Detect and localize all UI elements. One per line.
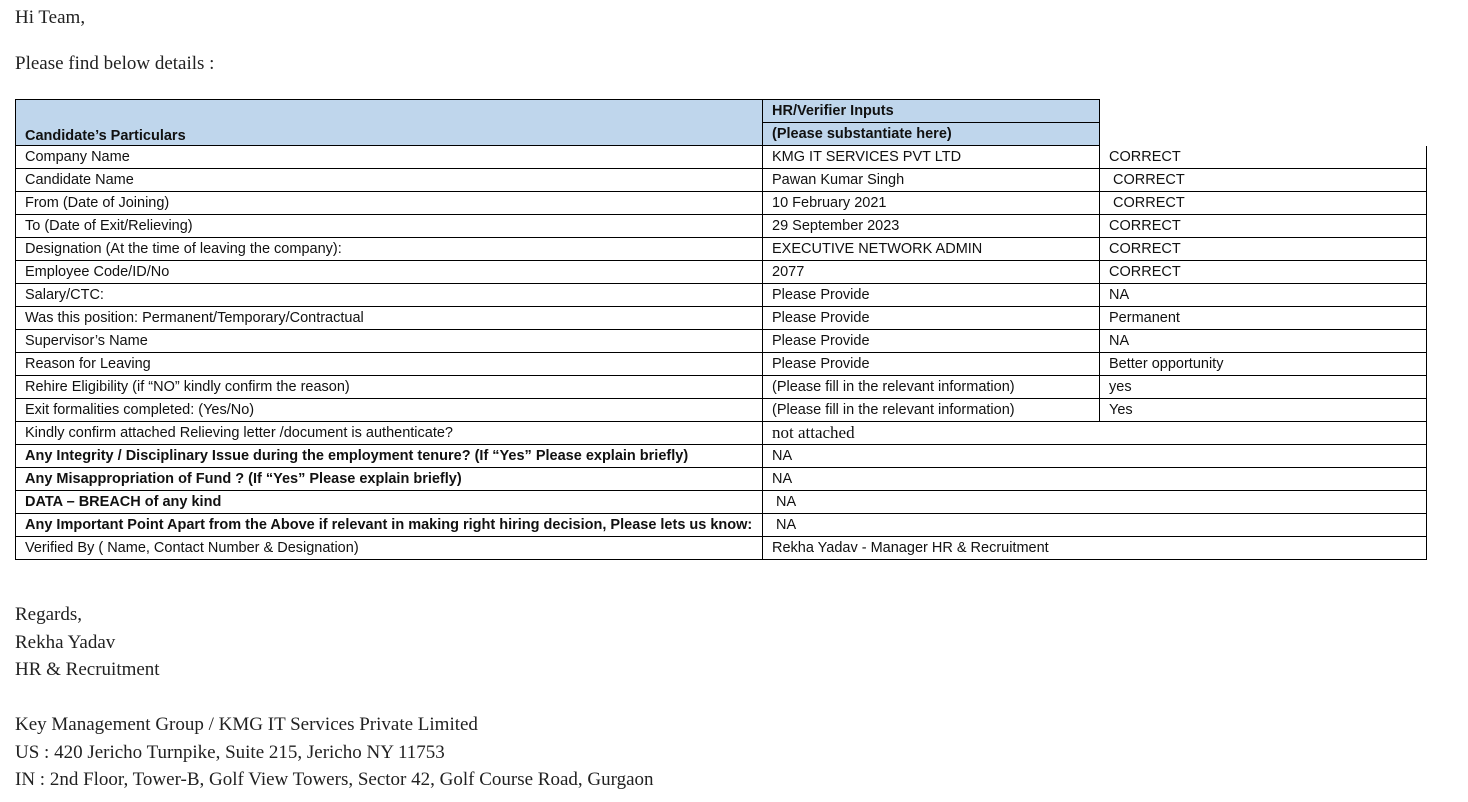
row-status: Better opportunity	[1100, 353, 1427, 376]
row-status: CORRECT	[1100, 261, 1427, 284]
table-row	[16, 445, 1427, 468]
row-label: Company Name	[16, 146, 763, 169]
table-row	[16, 330, 1427, 353]
row-status: CORRECT	[1100, 169, 1427, 192]
table-row	[16, 376, 1427, 399]
row-label: Any Integrity / Disciplinary Issue during the employment tenure? (If “Yes” Please explain briefly)	[16, 445, 763, 468]
signature-title: HR & Recruitment	[15, 659, 160, 680]
row-value: Rekha Yadav - Manager HR & Recruitment	[763, 537, 1427, 560]
table-row	[16, 491, 1427, 514]
row-label: Any Important Point Apart from the Above if relevant in making right hiring decision, Please lets us know:	[16, 514, 763, 537]
header-candidate-particulars: Candidate’s Particulars	[16, 100, 763, 146]
row-value: NA	[763, 491, 1427, 514]
signature-regards: Regards,	[15, 604, 83, 625]
row-value: NA	[763, 514, 1427, 537]
table-row	[16, 468, 1427, 491]
row-label: Verified By ( Name, Contact Number & Designation)	[16, 537, 763, 560]
header-hr-verifier-inputs: HR/Verifier Inputs	[763, 100, 1100, 123]
table-row	[16, 192, 1427, 215]
table-row	[16, 514, 1427, 537]
table-row	[16, 238, 1427, 261]
row-input: 2077	[763, 261, 1100, 284]
row-status: CORRECT	[1100, 192, 1427, 215]
row-value: NA	[763, 468, 1427, 491]
row-status: CORRECT	[1100, 146, 1427, 169]
row-input: 10 February 2021	[763, 192, 1100, 215]
row-label: DATA – BREACH of any kind	[16, 491, 763, 514]
table-row	[16, 169, 1427, 192]
row-input: 29 September 2023	[763, 215, 1100, 238]
row-label: Designation (At the time of leaving the company):	[16, 238, 763, 261]
table-row	[16, 307, 1427, 330]
row-label: From (Date of Joining)	[16, 192, 763, 215]
table-row	[16, 422, 1427, 445]
signature-in-address: IN : 2nd Floor, Tower-B, Golf View Towers, Sector 42, Golf Course Road, Gurgaon	[15, 769, 654, 790]
table-row	[16, 399, 1427, 422]
row-status: Permanent	[1100, 307, 1427, 330]
email-intro: Please find below details :	[15, 53, 215, 74]
row-label: Supervisor’s Name	[16, 330, 763, 353]
table-row	[16, 146, 1427, 169]
row-label: Reason for Leaving	[16, 353, 763, 376]
email-greeting: Hi Team,	[15, 7, 86, 28]
row-status: yes	[1100, 376, 1427, 399]
row-input: Please Provide	[763, 330, 1100, 353]
header-substantiate: (Please substantiate here)	[763, 123, 1100, 146]
row-label: Any Misappropriation of Fund ? (If “Yes” Please explain briefly)	[16, 468, 763, 491]
signature-name: Rekha Yadav	[15, 632, 116, 653]
row-input: Please Provide	[763, 307, 1100, 330]
row-value: NA	[763, 445, 1427, 468]
row-input: Pawan Kumar Singh	[763, 169, 1100, 192]
row-status: NA	[1100, 284, 1427, 307]
row-input: KMG IT SERVICES PVT LTD	[763, 146, 1100, 169]
signature-us-address: US : 420 Jericho Turnpike, Suite 215, Jericho NY 11753	[15, 742, 445, 763]
row-label: Was this position: Permanent/Temporary/Contractual	[16, 307, 763, 330]
row-status: CORRECT	[1100, 238, 1427, 261]
row-label: Candidate Name	[16, 169, 763, 192]
row-input: EXECUTIVE NETWORK ADMIN	[763, 238, 1100, 261]
row-status: CORRECT	[1100, 215, 1427, 238]
table-row	[16, 284, 1427, 307]
row-label: Kindly confirm attached Relieving letter /document is authenticate?	[16, 422, 763, 445]
table-row	[16, 353, 1427, 376]
row-label: Employee Code/ID/No	[16, 261, 763, 284]
row-label: Salary/CTC:	[16, 284, 763, 307]
signature-company: Key Management Group / KMG IT Services Private Limited	[15, 714, 478, 735]
table-row	[16, 537, 1427, 560]
table-row	[16, 261, 1427, 284]
row-label: To (Date of Exit/Relieving)	[16, 215, 763, 238]
row-input: Please Provide	[763, 353, 1100, 376]
table-row	[16, 215, 1427, 238]
verification-table	[15, 99, 1427, 560]
row-label: Rehire Eligibility (if “NO” kindly confirm the reason)	[16, 376, 763, 399]
table-header-row	[16, 100, 1427, 123]
row-status: Yes	[1100, 399, 1427, 422]
row-input: (Please fill in the relevant information)	[763, 399, 1100, 422]
row-input: Please Provide	[763, 284, 1100, 307]
row-status: NA	[1100, 330, 1427, 353]
row-label: Exit formalities completed: (Yes/No)	[16, 399, 763, 422]
row-input: (Please fill in the relevant information)	[763, 376, 1100, 399]
row-value: not attached	[763, 422, 1427, 445]
